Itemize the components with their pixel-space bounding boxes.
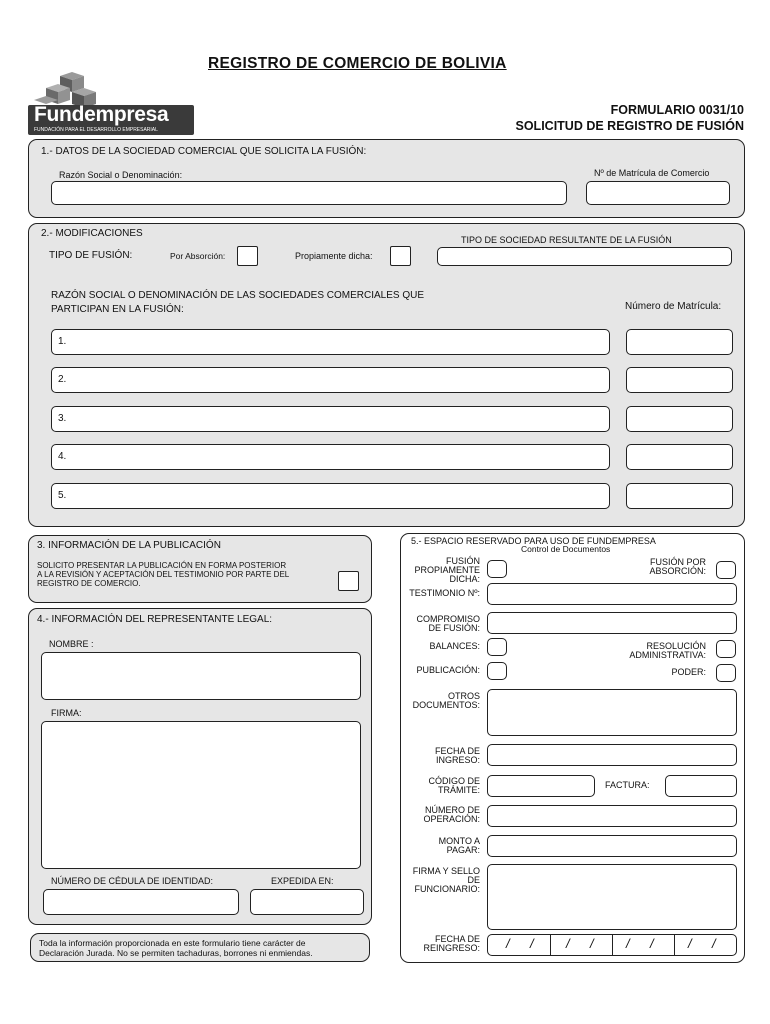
fecha-reingreso-input[interactable] (487, 934, 737, 956)
publicacion-checkbox[interactable] (487, 662, 507, 680)
fecha-reingreso-l1: FECHA DE (434, 934, 480, 944)
numero-operacion-input[interactable] (487, 805, 737, 827)
razon-social-label: Razón Social o Denominación: (59, 170, 183, 180)
absorcion-checkbox[interactable] (237, 246, 258, 266)
fecha-ingreso-l1: FECHA DE (434, 746, 480, 756)
poder-checkbox[interactable] (716, 664, 736, 682)
expedida-label: EXPEDIDA EN: (271, 876, 334, 886)
declaration-line2: Declaración Jurada. No se permiten tachaduras, borrones ni enmiendas. (39, 948, 313, 958)
numero-operacion-l2: OPERACIÓN: (423, 814, 480, 824)
firma-sello-l1: FIRMA Y SELLO (412, 866, 480, 876)
fecha-ingreso-l2: INGRESO: (435, 755, 480, 765)
compromiso-l1: COMPROMISO (416, 614, 480, 624)
matricula-4-input[interactable] (626, 444, 733, 470)
testimonio-label: TESTIMONIO Nº: (409, 588, 480, 598)
cedula-input[interactable] (43, 889, 239, 915)
razon-participantes-line1: RAZÓN SOCIAL O DENOMINACIÓN DE LAS SOCIEDADES COMERCIALES QUE (51, 290, 425, 301)
main-title: REGISTRO DE COMERCIO DE BOLIVIA (208, 55, 507, 72)
date-slash: / (530, 936, 534, 951)
compromiso-input[interactable] (487, 612, 737, 634)
publicacion-line1: SOLICITO PRESENTAR LA PUBLICACIÓN EN FORMA POSTERIOR (37, 561, 287, 570)
section-2-title: 2.- MODIFICACIONES (41, 228, 143, 239)
fusion-absorcion-l1: FUSIÓN POR (649, 557, 706, 567)
codigo-l1: CÓDIGO DE (428, 776, 480, 786)
propiamente-label: Propiamente dicha: (295, 251, 373, 261)
tipo-fusion-label: TIPO DE FUSIÓN: (49, 250, 133, 261)
codigo-tramite-input[interactable] (487, 775, 595, 797)
publicacion-line2: A LA REVISIÓN Y ACEPTACIÓN DEL TESTIMONIO POR PARTE DEL (37, 570, 290, 579)
tipo-sociedad-input[interactable] (437, 247, 732, 266)
fusion-absorcion-l2: ABSORCIÓN: (649, 566, 706, 576)
date-slash: / (590, 936, 594, 951)
participante-2-input[interactable]: 2. (51, 367, 610, 393)
monto-l2: PAGAR: (446, 845, 480, 855)
cedula-label: NÚMERO DE CÉDULA DE IDENTIDAD: (51, 876, 214, 886)
numero-operacion-l1: NÚMERO DE (424, 805, 480, 815)
matricula-comercio-input[interactable] (586, 181, 730, 205)
fusion-propiamente-l3: DICHA: (449, 574, 480, 584)
section-1-panel (28, 139, 745, 218)
razon-social-input[interactable] (51, 181, 567, 205)
publicacion-posterior-checkbox[interactable] (338, 571, 359, 591)
logo-subtitle: FUNDACIÓN PARA EL DESARROLLO EMPRESARIAL (34, 127, 158, 133)
participante-4-input[interactable]: 4. (51, 444, 610, 470)
section-4-title: 4.- INFORMACIÓN DEL REPRESENTANTE LEGAL: (37, 614, 273, 625)
fusion-absorcion-checkbox[interactable] (716, 561, 736, 579)
fusion-propiamente-l2: PROPIAMENTE (414, 565, 480, 575)
factura-label: FACTURA: (605, 780, 650, 790)
section-3-panel (28, 535, 372, 603)
section-5-subtitle: Control de Documentos (521, 544, 611, 554)
balances-checkbox[interactable] (487, 638, 507, 656)
section-4-panel (28, 608, 372, 925)
firma-sello-input[interactable] (487, 864, 737, 930)
fecha-ingreso-input[interactable] (487, 744, 737, 766)
firma-sello-l3: FUNCIONARIO: (414, 884, 480, 894)
monto-pagar-input[interactable] (487, 835, 737, 857)
date-slash: / (712, 936, 716, 951)
date-slash: / (566, 936, 570, 951)
numero-matricula-label: Número de Matrícula: (625, 301, 722, 312)
section-5-panel (400, 533, 745, 963)
fundempresa-logo (28, 72, 196, 136)
compromiso-l2: DE FUSIÓN: (428, 623, 480, 633)
section-2-panel (28, 223, 745, 527)
fecha-reingreso-l2: REINGRESO: (423, 943, 480, 953)
matricula-2-input[interactable] (626, 367, 733, 393)
absorcion-label: Por Absorción: (170, 251, 226, 261)
resolucion-l2: ADMINISTRATIVA: (629, 650, 706, 660)
matricula-comercio-label: Nº de Matrícula de Comercio (594, 168, 710, 178)
date-slash: / (506, 936, 510, 951)
firma-input[interactable] (41, 721, 361, 869)
otros-l2: DOCUMENTOS: (412, 700, 480, 710)
expedida-input[interactable] (250, 889, 364, 915)
codigo-l2: TRÁMITE: (438, 785, 480, 795)
poder-label: PODER: (671, 667, 706, 677)
balances-label: BALANCES: (429, 641, 480, 651)
fusion-propiamente-l1: FUSIÓN (445, 556, 480, 566)
monto-l1: MONTO A (438, 836, 480, 846)
section-1-title: 1.- DATOS DE LA SOCIEDAD COMERCIAL QUE SOLICITA LA FUSIÓN: (41, 146, 367, 157)
otros-l1: OTROS (447, 691, 480, 701)
date-slash: / (626, 936, 630, 951)
nombre-label: NOMBRE : (49, 639, 94, 649)
firma-sello-l2: DE (467, 875, 480, 885)
otros-documentos-input[interactable] (487, 689, 737, 736)
resolucion-checkbox[interactable] (716, 640, 736, 658)
resolucion-l1: RESOLUCIÓN (646, 641, 706, 651)
declaration-panel (30, 933, 370, 962)
testimonio-input[interactable] (487, 583, 737, 605)
nombre-input[interactable] (41, 652, 361, 700)
section-5-title: 5.- ESPACIO RESERVADO PARA USO DE FUNDEMPRESA (411, 536, 656, 546)
fusion-propiamente-checkbox[interactable] (487, 560, 507, 578)
participante-5-input[interactable]: 5. (51, 483, 610, 509)
firma-label: FIRMA: (51, 708, 82, 718)
matricula-5-input[interactable] (626, 483, 733, 509)
logo-wordmark: Fundempresa (34, 103, 169, 126)
factura-input[interactable] (665, 775, 737, 797)
participante-3-input[interactable]: 3. (51, 406, 610, 432)
declaration-line1: Toda la información proporcionada en este formulario tiene carácter de (39, 938, 306, 948)
section-3-title: 3. INFORMACIÓN DE LA PUBLICACIÓN (37, 540, 221, 551)
matricula-3-input[interactable] (626, 406, 733, 432)
publicacion-label: PUBLICACIÓN: (416, 665, 480, 675)
propiamente-checkbox[interactable] (390, 246, 411, 266)
matricula-1-input[interactable] (626, 329, 733, 355)
tipo-sociedad-label: TIPO DE SOCIEDAD RESULTANTE DE LA FUSIÓN (461, 235, 672, 245)
razon-participantes-line2: PARTICIPAN EN LA FUSIÓN: (51, 304, 184, 315)
date-slash: / (688, 936, 692, 951)
date-slash: / (650, 936, 654, 951)
participante-1-input[interactable]: 1. (51, 329, 610, 355)
publicacion-line3: REGISTRO DE COMERCIO. (37, 579, 141, 588)
form-number: FORMULARIO 0031/10 (610, 103, 744, 117)
form-subtitle: SOLICITUD DE REGISTRO DE FUSIÓN (515, 119, 744, 133)
